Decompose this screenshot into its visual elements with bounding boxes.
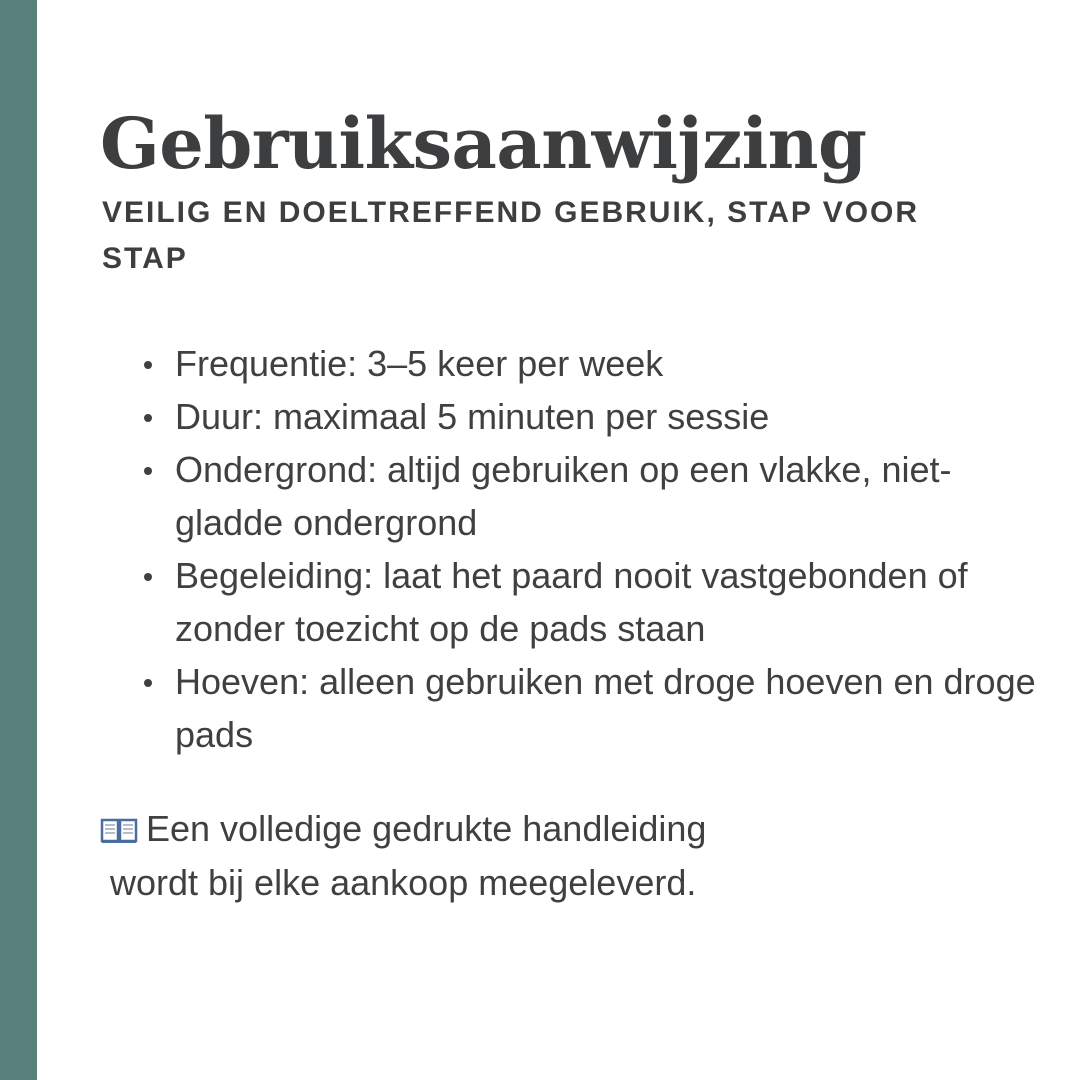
accent-side-bar	[0, 0, 37, 1080]
instruction-item-duration	[140, 390, 1040, 443]
bullet-icon	[144, 573, 152, 581]
page-title: Gebruiksaanwijzing	[100, 102, 867, 185]
instruction-item-frequency	[140, 337, 1040, 390]
instruction-text: Begeleiding: laat het paard nooit vastgebonden of zonder toezicht op de pads staan	[175, 555, 968, 649]
instruction-list	[140, 337, 1040, 761]
instruction-text: Duur: maximaal 5 minuten per sessie	[175, 396, 770, 437]
open-book-icon	[100, 805, 138, 833]
bullet-icon	[144, 414, 152, 422]
instruction-item-supervision	[140, 549, 1040, 655]
instruction-text: Frequentie: 3–5 keer per week	[175, 343, 664, 384]
manual-note-line-1	[100, 802, 1000, 856]
bullet-icon	[144, 361, 152, 369]
instruction-text: Hoeven: alleen gebruiken met droge hoeven en droge pads	[175, 661, 1036, 755]
manual-note-text-2: wordt bij elke aankoop meegeleverd.	[100, 862, 697, 903]
instruction-item-hooves	[140, 655, 1040, 761]
manual-note	[100, 802, 1000, 910]
bullet-icon	[144, 679, 152, 687]
bullet-icon	[144, 467, 152, 475]
instruction-text: Ondergrond: altijd gebruiken op een vlakke, niet-gladde ondergrond	[175, 449, 952, 543]
instruction-item-surface	[140, 443, 1040, 549]
manual-note-text-1: Een volledige gedrukte handleiding	[146, 808, 707, 849]
page-subtitle: VEILIG EN DOELTREFFEND GEBRUIK, STAP VOOR STAP	[102, 196, 920, 275]
